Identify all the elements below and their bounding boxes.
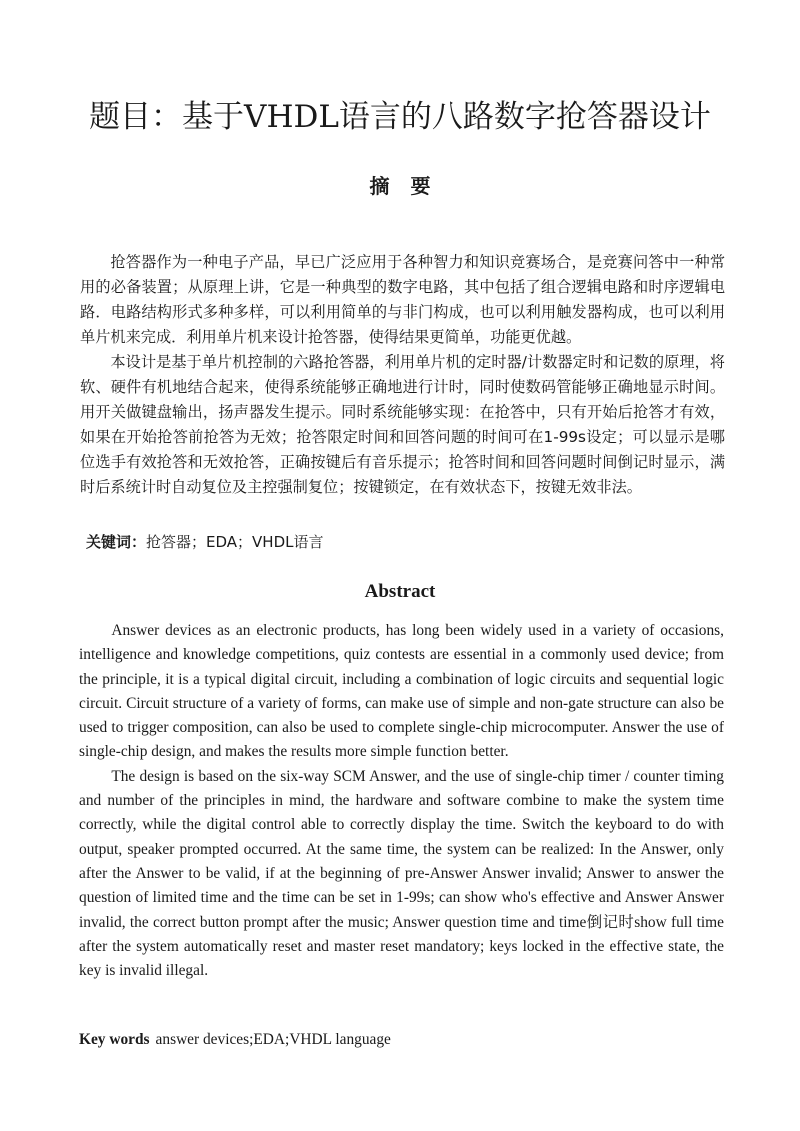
en-keywords-label: Key words (79, 1031, 150, 1048)
cn-keywords (86, 530, 726, 555)
cn-keywords-label: 关键词： (86, 533, 147, 551)
page-title: 题目：基于VHDL语言的八路数字抢答器设计 (89, 99, 711, 135)
en-abstract-body (79, 619, 724, 983)
en-abstract-paragraph: Answer devices as an electronic products, has long been widely used in a variety of occasions, intelligence and knowledge competitions, quiz contests are essential in a commonly used device; from the principle, it is a typical digital circuit, including a combination of logic circuits and sequential logic circuit. Circuit structure of a variety of forms, can make use of simple and non-gate structure can also be used to trigger composition, can also be used to complete single-chip microcomputer. Answer the use of single-chip design, and makes the results more simple function better. (79, 622, 724, 761)
cn-keywords-value: 抢答器；EDA；VHDL语言 (146, 533, 324, 551)
cn-abstract-body (80, 250, 725, 500)
en-keywords-value: answer devices;EDA;VHDL language (155, 1031, 391, 1048)
cn-abstract-paragraph: 本设计是基于单片机控制的六路抢答器，利用单片机的定时器/计数器定时和记数的原理，将软、硬件有机地结合起来，使得系统能够正确地进行计时，同时使数码管能够正确地显示时间。用开关做键盘输出，扬声器发生提示。同时系统能够实现：在抢答中，只有开始后抢答才有效，如果在开始抢答前抢答为无效；抢答限定时间和回答问题的时间可在1-99s设定；可以显示是哪位选手有效抢答和无效抢答，正确按键后有音乐提示；抢答时间和回答问题时间倒记时显示，满时后系统计时自动复位及主控强制复位；按键锁定，在有效状态下，按键无效非法。 (80, 353, 725, 496)
en-abstract-heading: Abstract (364, 581, 436, 602)
en-keywords (79, 1027, 724, 1052)
cn-abstract-paragraph: 抢答器作为一种电子产品，早已广泛应用于各种智力和知识竞赛场合，是竞赛问答中一种常用的必备装置；从原理上讲，它是一种典型的数字电路，其中包括了组合逻辑电路和时序逻辑电路．电路结构形式多种多样，可以利用简单的与非门构成，也可以利用触发器构成，也可以利用单片机来完成．利用单片机来设计抢答器，使得结果更简单，功能更优越。 (80, 253, 725, 346)
cn-abstract-heading: 摘 要 (369, 174, 431, 198)
en-abstract-paragraph: The design is based on the six-way SCM Answer, and the use of single-chip timer / counter timing and number of the principles in mind, the hardware and software combine to make the system time correctly, while the digital control able to correctly display the time. Switch the keyboard to do with output, speaker prompted occurred. At the same time, the system can be realized: In the Answer, only after the Answer to be valid, if at the beginning of pre-Answer Answer invalid; Answer to answer the question of limited time and the time can be set in 1-99s; can show who's effective and Answer Answer invalid, the correct button prompt after the music; Answer question time and time倒记时show full time after the system automatically reset and master reset mandatory; keys locked in the effective state, the key is invalid illegal. (79, 767, 724, 980)
